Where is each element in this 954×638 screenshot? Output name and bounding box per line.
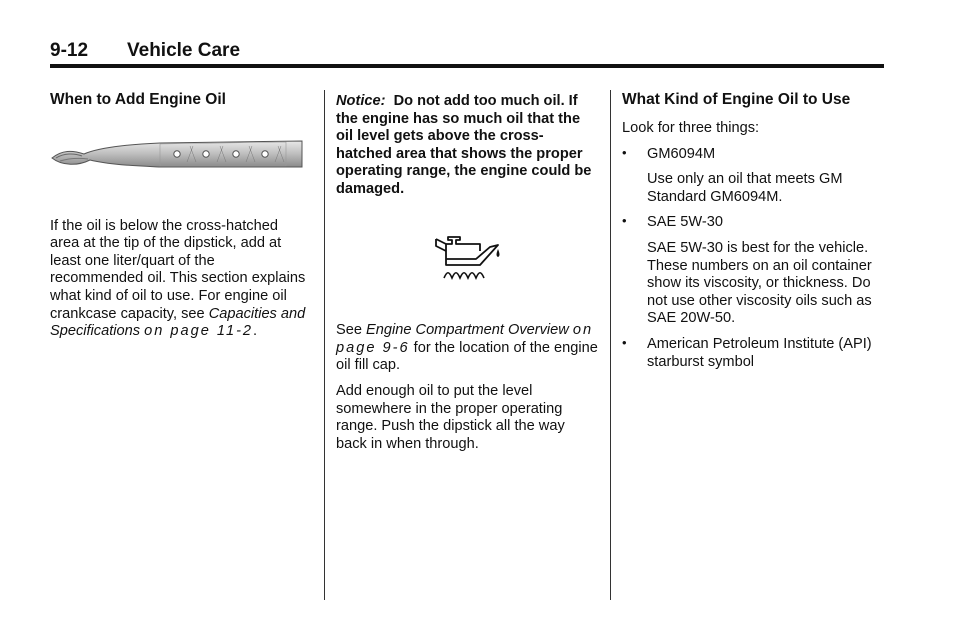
cross-reference-link[interactable]: Capacities and Specifications xyxy=(50,305,306,340)
page-number: 9-12 xyxy=(50,40,89,61)
oil-can-illustration xyxy=(432,235,598,287)
page-header xyxy=(50,38,884,68)
body-paragraph xyxy=(50,218,308,341)
cross-reference-link[interactable]: Engine Compartment Overview xyxy=(366,322,569,339)
location-paragraph xyxy=(336,322,598,375)
period: . xyxy=(253,323,258,340)
oil-can-icon xyxy=(432,235,504,281)
list-item xyxy=(622,146,884,207)
see-prefix: See xyxy=(336,322,367,339)
bullet-icon: • xyxy=(622,334,627,350)
list-item xyxy=(622,214,884,328)
notice-paragraph xyxy=(336,93,598,199)
column-divider xyxy=(610,90,611,600)
bullet-icon: • xyxy=(622,213,627,229)
dipstick-illustration xyxy=(50,140,308,180)
body-text: If the oil is below the cross-hatched area at the tip of the dipstick, add at least one liter/quart of the recommended oil. This section explains what kind of oil to use. For engine oil crankcase capacity, see xyxy=(50,217,306,322)
list-item-detail: Use only an oil that meets GM Standard GM6094M. xyxy=(647,171,843,205)
column-3 xyxy=(622,90,884,379)
dipstick-icon xyxy=(50,140,304,174)
column-1 xyxy=(50,90,308,349)
column-2 xyxy=(336,90,598,461)
section-heading: When to Add Engine Oil xyxy=(50,91,226,108)
list-item-label: GM6094M xyxy=(647,145,716,162)
intro-text: Look for three things: xyxy=(622,120,760,136)
column-divider xyxy=(324,90,325,600)
list-item-label: American Petroleum Institute (API) starburst symbol xyxy=(647,335,872,370)
list-item-detail: SAE 5W-30 is best for the vehicle. These numbers on an oil container show its viscosity, or thickness. Do not use other viscosity oils such as SAE 20W-50. xyxy=(647,239,872,327)
page-reference[interactable]: on page 11-2 xyxy=(144,323,254,340)
page-reference[interactable]: on page 9-6 xyxy=(336,322,594,356)
oil-requirements-list xyxy=(622,146,884,372)
notice-label: Notice: xyxy=(336,93,386,109)
see-suffix: for the location of the engine oil fill cap. xyxy=(336,339,598,374)
section-title: Vehicle Care xyxy=(127,40,241,61)
bullet-icon: • xyxy=(622,144,627,160)
list-item-label: SAE 5W-30 xyxy=(647,214,723,231)
section-heading: What Kind of Engine Oil to Use xyxy=(622,91,851,108)
body-paragraph: Add enough oil to put the level somewhere in the proper operating range. Push the dipstick all the way back in when through. xyxy=(336,382,565,452)
notice-text: Do not add too much oil. If the engine has so much oil that the oil level gets above the cross-hatched area that shows the proper operating range, the engine could be damaged. xyxy=(336,93,592,197)
list-item xyxy=(622,336,884,371)
